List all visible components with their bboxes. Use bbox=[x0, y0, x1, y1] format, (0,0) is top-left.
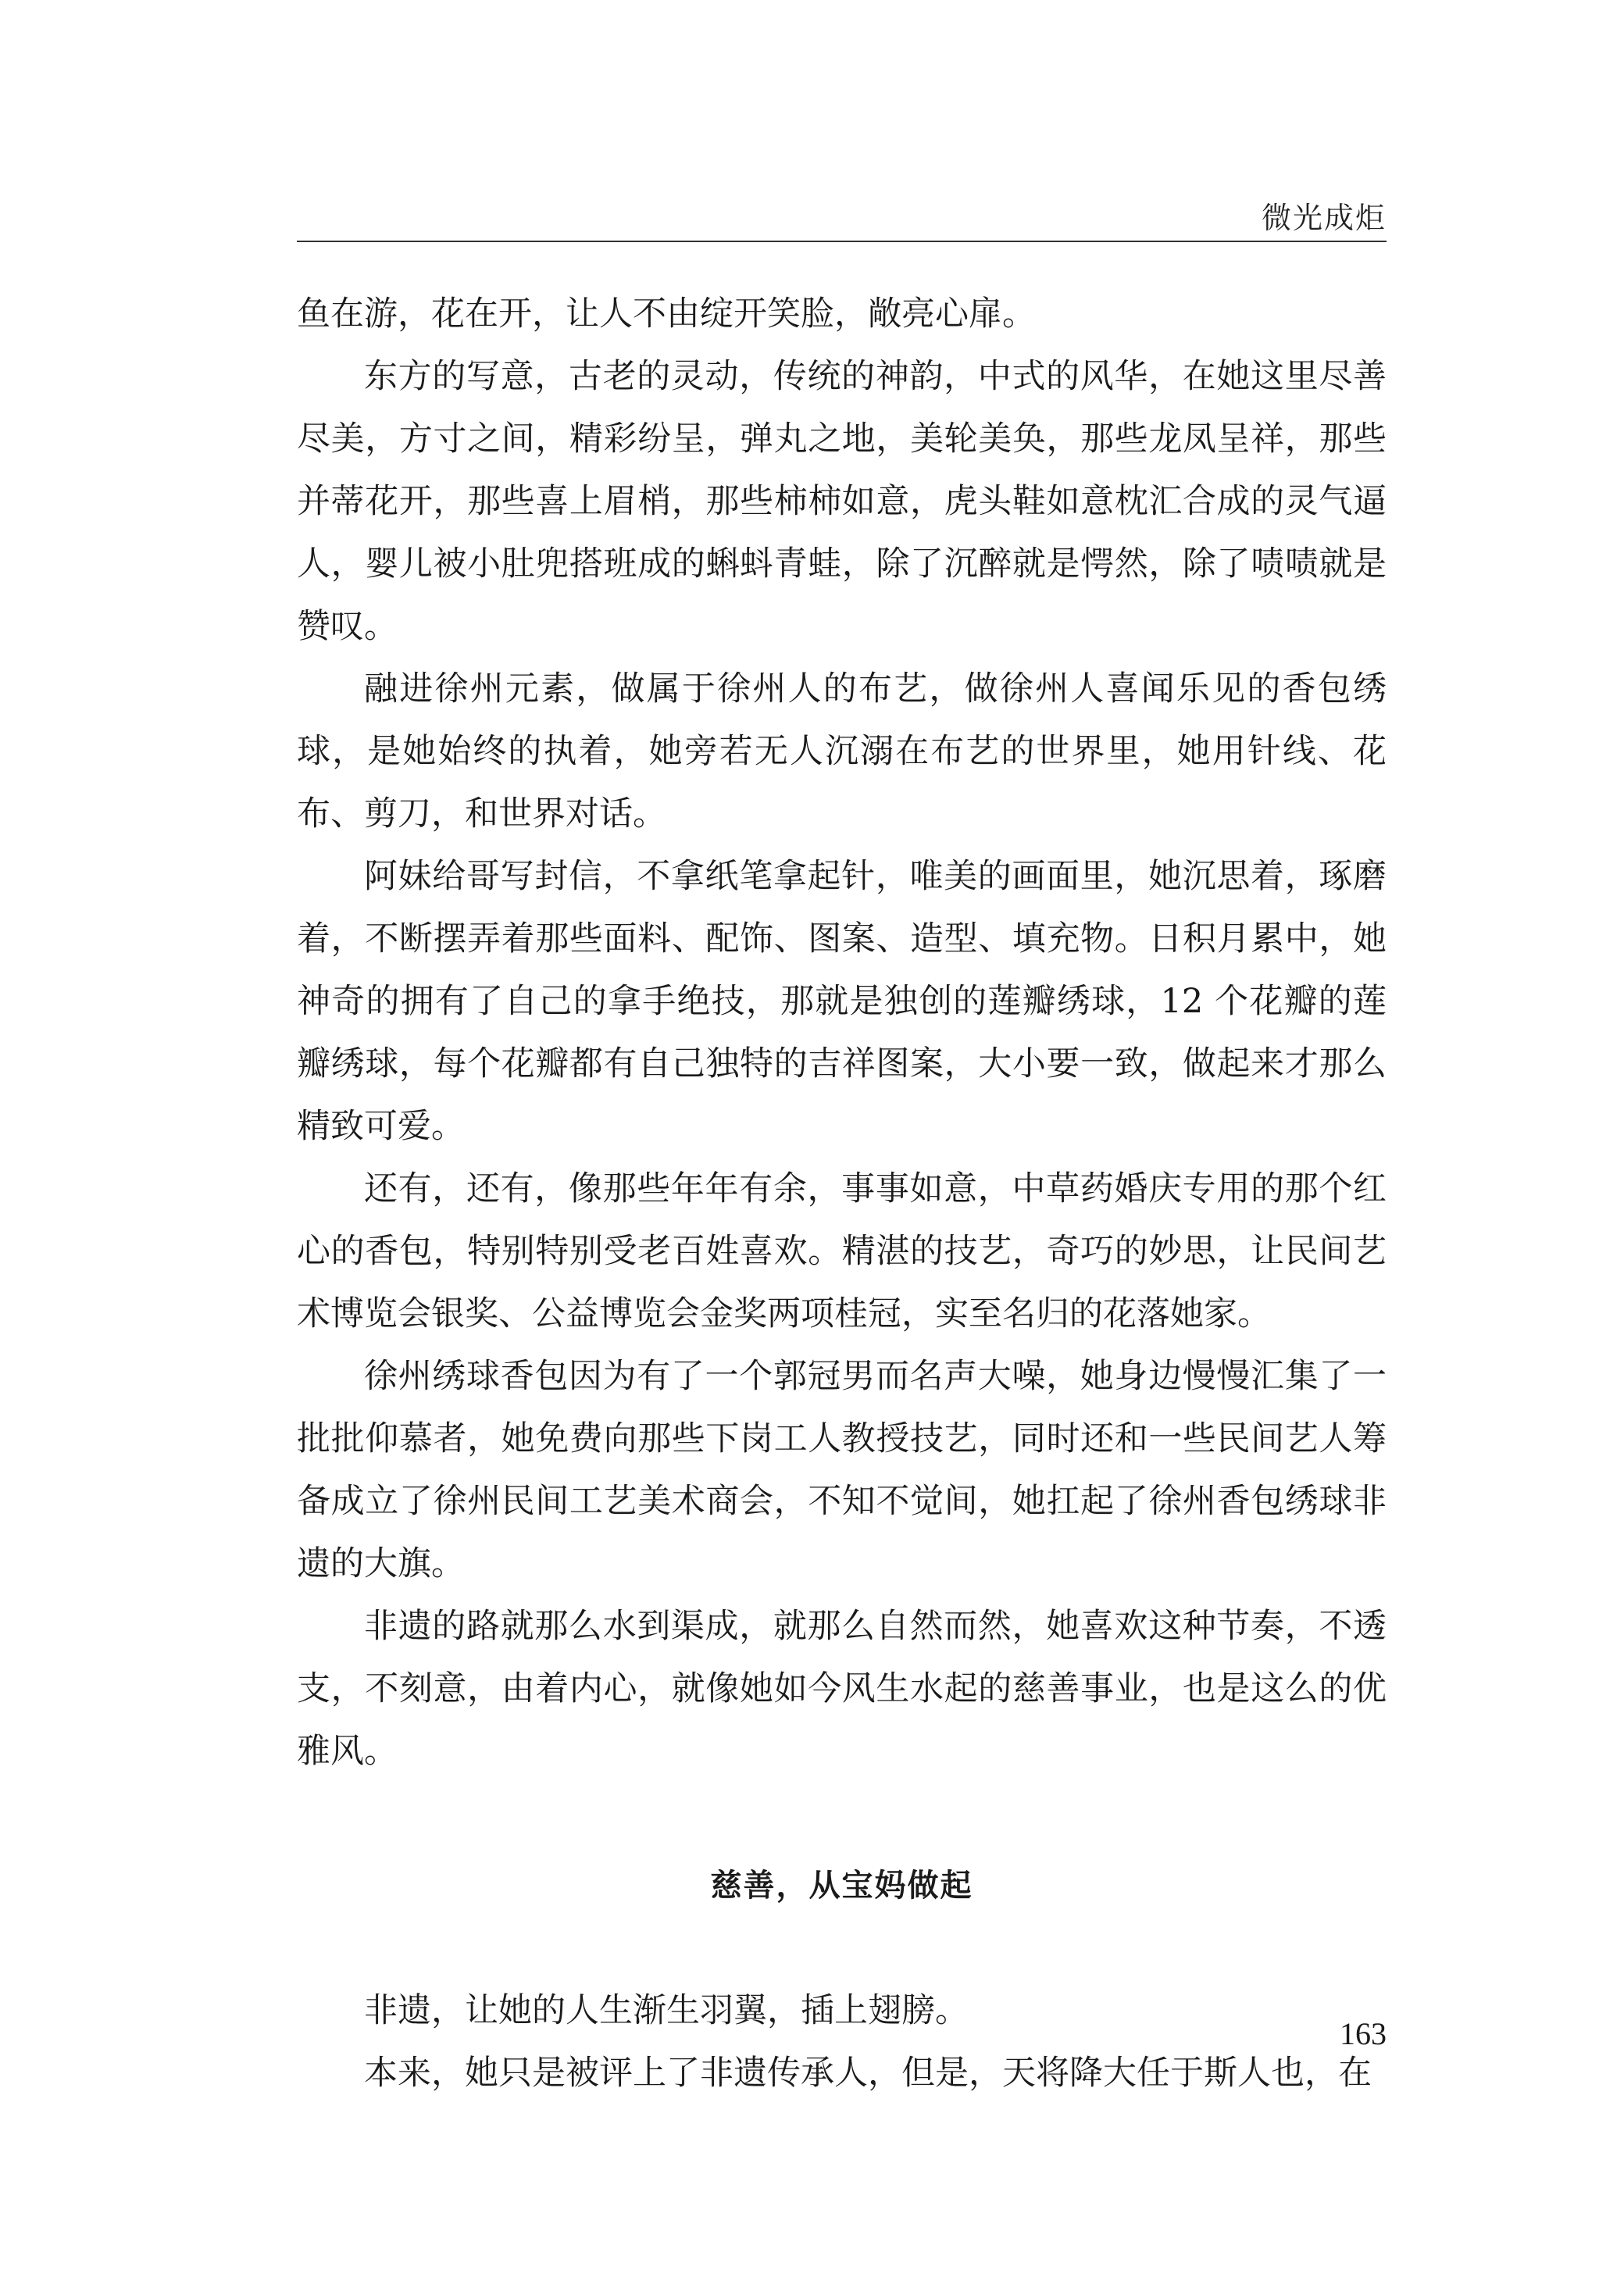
paragraph: 非遗的路就那么水到渠成，就那么自然而然，她喜欢这种节奏，不透支，不刻意，由着内心，就像她如今风生水起的慈善事业，也是这么的优雅风。 bbox=[297, 1607, 1387, 1771]
section-heading: 慈善，从宝妈做起 bbox=[710, 1868, 973, 1904]
paragraph: 非遗，让她的人生渐生羽翼，插上翅膀。 bbox=[364, 1991, 969, 2030]
header-rule bbox=[297, 241, 1387, 242]
running-header: 微光成炬 bbox=[1261, 201, 1387, 235]
body-text bbox=[297, 283, 1387, 2104]
paragraph: 融进徐州元素，做属于徐州人的布艺，做徐州人喜闻乐见的香包绣球，是她始终的执着，她旁若无人沉溺在布艺的世界里，她用针线、花布、剪刀，和世界对话。 bbox=[297, 669, 1387, 833]
paragraph: 阿妹给哥写封信，不拿纸笔拿起针，唯美的画面里，她沉思着，琢磨着，不断摆弄着那些面料、配饰、图案、造型、填充物。日积月累中，她神奇的拥有了自己的拿手绝技，那就是独创的莲瓣绣球，12 个花瓣的莲瓣绣球，每个花瓣都有自己独特的吉祥图案，大小要一致，做起来才那么精致可爱。 bbox=[297, 857, 1387, 1146]
paragraph: 本来，她只是被评上了非遗传承人，但是，天将降大任于斯人也，在 bbox=[364, 2054, 1372, 2093]
paragraph: 鱼在游，花在开，让人不由绽开笑脸，敞亮心扉。 bbox=[297, 294, 1036, 334]
paragraph: 东方的写意，古老的灵动，传统的神韵，中式的风华，在她这里尽善尽美，方寸之间，精彩纷呈，弹丸之地，美轮美奂，那些龙凤呈祥，那些并蒂花开，那些喜上眉梢，那些柿柿如意，虎头鞋如意枕汇合成的灵气逼人，婴儿被小肚兜搭班成的蝌蚪青蛙，除了沉醉就是愕然，除了啧啧就是赞叹。 bbox=[297, 357, 1387, 646]
paragraph: 还有，还有，像那些年年有余，事事如意，中草药婚庆专用的那个红心的香包，特别特别受老百姓喜欢。精湛的技艺，奇巧的妙思，让民间艺术博览会银奖、公益博览会金奖两项桂冠，实至名归的花落她家。 bbox=[297, 1169, 1387, 1333]
paragraph: 徐州绣球香包因为有了一个郭冠男而名声大噪，她身边慢慢汇集了一批批仰慕者，她免费向那些下岗工人教授技艺，同时还和一些民间艺人筹备成立了徐州民间工艺美术商会，不知不觉间，她扛起了徐州香包绣球非遗的大旗。 bbox=[297, 1357, 1387, 1583]
page-number: 163 bbox=[1340, 2016, 1387, 2051]
